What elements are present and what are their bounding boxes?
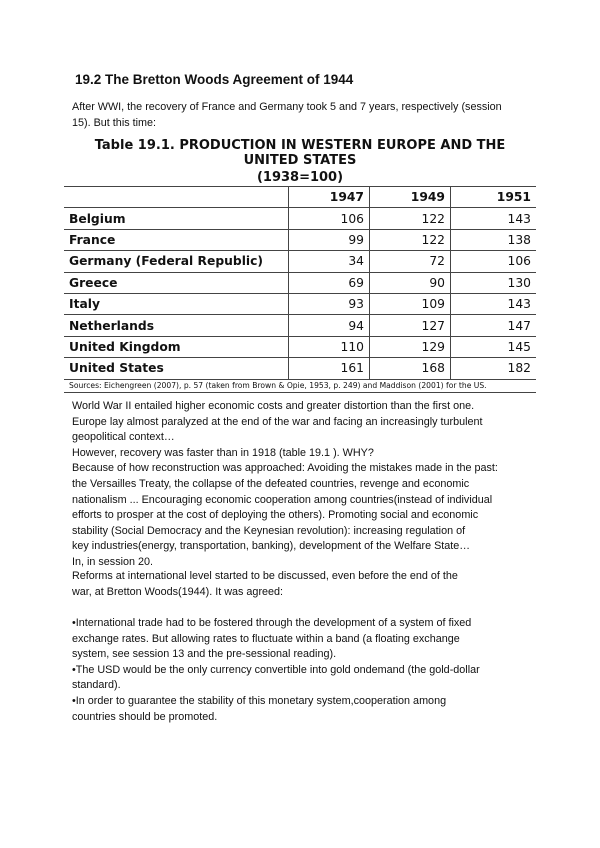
- text-line: Because of how reconstruction was approached: Avoiding the mistakes made in the past:: [72, 462, 498, 475]
- table-subtitle: (1938=100): [256, 169, 344, 185]
- table-row: [64, 358, 536, 379]
- value-cell: 143: [451, 293, 537, 314]
- production-table: [64, 138, 536, 393]
- column-header: 1951: [451, 187, 537, 208]
- value-cell: 110: [289, 336, 370, 357]
- value-cell: 99: [289, 229, 370, 250]
- text-line: •International trade had to be fostered through the development of a system of fixed: [72, 617, 472, 629]
- value-cell: 93: [289, 293, 370, 314]
- text-line: key industries(energy, transportation, banking), development of the Welfare State…: [72, 540, 471, 553]
- value-cell: 109: [370, 293, 451, 314]
- text-line: stability (Social Democracy and the Keynesian revolution): increasing regulation of: [72, 524, 466, 537]
- value-cell: 138: [451, 229, 537, 250]
- text-line: 15). But this time:: [72, 116, 157, 129]
- table-row: [64, 251, 536, 272]
- value-cell: 127: [370, 315, 451, 336]
- text-line: Reforms at international level started to be discussed, even before the end of the: [72, 570, 458, 582]
- table-row: [64, 293, 536, 314]
- text-line: However, recovery was faster than in 1918 (table 19.1 ). WHY?: [72, 446, 374, 459]
- text-line: standard).: [72, 679, 121, 692]
- text-line: exchange rates. But allowing rates to fluctuate within a band (a floating exchange: [72, 632, 460, 645]
- text-line: war, at Bretton Woods(1944). It was agreed:: [72, 585, 284, 598]
- value-cell: 69: [289, 272, 370, 293]
- value-cell: 147: [451, 315, 537, 336]
- value-cell: 168: [370, 358, 451, 379]
- table-title: Table 19.1. PRODUCTION IN WESTERN EUROPE AND THE UNITED STATES: [94, 138, 506, 168]
- text-line: In, in session 20.: [72, 555, 154, 568]
- section-heading: 19.2 The Bretton Woods Agreement of 1944: [75, 72, 354, 87]
- column-header: 1947: [289, 187, 370, 208]
- text-line: system, see session 13 and the pre-sessional reading).: [72, 648, 337, 661]
- country-cell: France: [64, 229, 289, 250]
- value-cell: 106: [289, 208, 370, 229]
- text-line: the Versailles Treaty, the collapse of the defeated countries, revenge and economic: [72, 477, 470, 490]
- text-line: efforts to prosper at the cost of deploying the others). Promoting social and economic: [72, 509, 479, 522]
- value-cell: 34: [289, 251, 370, 272]
- value-cell: 94: [289, 315, 370, 336]
- value-cell: 72: [370, 251, 451, 272]
- text-line: •The USD would be the only currency convertible into gold ondemand (the gold-dollar: [72, 663, 480, 676]
- value-cell: 182: [451, 358, 537, 379]
- table-row: [64, 208, 536, 229]
- value-cell: 122: [370, 208, 451, 229]
- value-cell: 145: [451, 336, 537, 357]
- country-cell: Belgium: [64, 208, 289, 229]
- value-cell: 106: [451, 251, 537, 272]
- country-cell: Italy: [64, 293, 289, 314]
- value-cell: 161: [289, 358, 370, 379]
- country-cell: Netherlands: [64, 315, 289, 336]
- text-line: After WWI, the recovery of France and Germany took 5 and 7 years, respectively (session: [72, 101, 502, 113]
- column-header: 1949: [370, 187, 451, 208]
- text-line: Europe lay almost paralyzed at the end of the war and facing an increasingly turbulent: [72, 415, 483, 428]
- country-cell: United Kingdom: [64, 336, 289, 357]
- table-row: [64, 229, 536, 250]
- value-cell: 143: [451, 208, 537, 229]
- country-cell: Germany (Federal Republic): [64, 251, 289, 272]
- table-row: [64, 272, 536, 293]
- text-line: •In order to guarantee the stability of this monetary system,cooperation among: [72, 694, 447, 707]
- value-cell: 90: [370, 272, 451, 293]
- text-line: nationalism ... Encouraging economic cooperation among countries(instead of individual: [72, 493, 493, 506]
- country-cell: United States: [64, 358, 289, 379]
- body-paragraph-1: [72, 399, 532, 571]
- value-cell: 129: [370, 336, 451, 357]
- intro-paragraph: [72, 100, 532, 131]
- table-sources: Sources: Eichengreen (2007), p. 57 (taken from Brown & Opie, 1953, p. 249) and Maddison (2001) for the US.: [64, 379, 536, 392]
- country-cell: Greece: [64, 272, 289, 293]
- value-cell: 122: [370, 229, 451, 250]
- text-line: World War II entailed higher economic costs and greater distortion than the first one.: [72, 400, 475, 412]
- text-line: geopolitical context…: [72, 431, 175, 444]
- body-paragraph-2: [72, 569, 532, 600]
- table-row: [64, 336, 536, 357]
- value-cell: 130: [451, 272, 537, 293]
- text-line: countries should be promoted.: [72, 710, 218, 723]
- agreement-bullets: [72, 616, 532, 725]
- table-row: [64, 315, 536, 336]
